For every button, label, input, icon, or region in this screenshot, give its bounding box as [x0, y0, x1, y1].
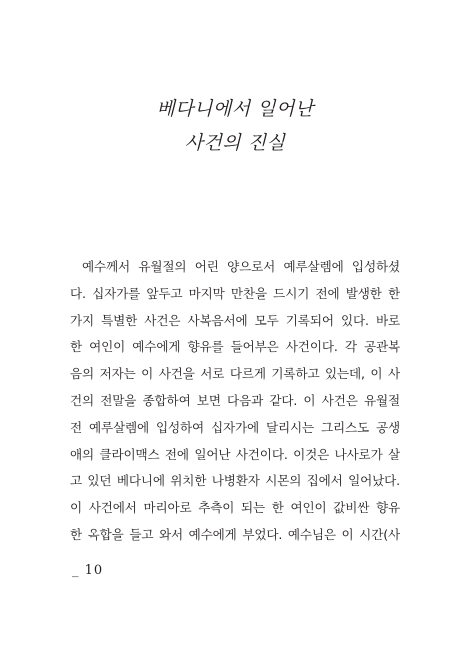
chapter-title-line-1: 베다니에서 일어난 — [156, 98, 314, 120]
body-line: 음의 저자는 이 사건을 서로 다르게 기록하고 있는데, 이 사 — [70, 366, 400, 382]
body-line: 애의 클라이맥스 전에 일어난 사건이다. 이것은 나사로가 살 — [70, 446, 400, 462]
body-line: 한 옥합을 들고 와서 예수에게 부었다. 예수님은 이 시간(사 — [70, 526, 400, 542]
body-line: 고 있던 베다니에 위치한 나병환자 시몬의 집에서 일어났다. — [70, 473, 400, 489]
chapter-title-line-2: 사건의 진실 — [184, 132, 286, 154]
body-line: 예수께서 유월절의 어린 양으로서 예루살렘에 입성하셨 — [82, 259, 400, 274]
body-paragraph — [70, 254, 400, 549]
body-line: 다. 십자가를 앞두고 마지막 만찬을 드시기 전에 발생한 한 — [70, 285, 400, 301]
chapter-title — [0, 92, 470, 160]
body-line: 가지 특별한 사건은 사복음서에 모두 기록되어 있다. 바로 — [70, 312, 400, 328]
page-number: _ 10 — [72, 563, 104, 578]
body-line: 전 예루살렘에 입성하여 십자가에 달리시는 그리스도 공생 — [70, 419, 400, 435]
body-line: 이 사건에서 마리아로 추측이 되는 한 여인이 값비싼 향유 — [70, 500, 400, 516]
body-line: 한 여인이 예수에게 향유를 들어부은 사건이다. 각 공관복 — [70, 339, 400, 355]
body-line: 건의 전말을 종합하여 보면 다음과 같다. 이 사건은 유월절 — [70, 392, 400, 408]
